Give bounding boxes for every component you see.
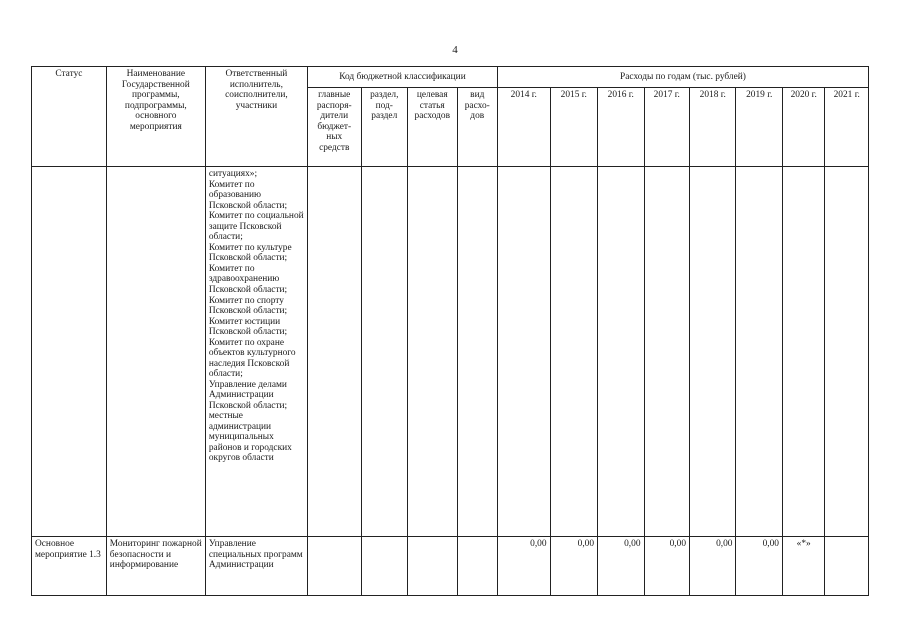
cell-empty <box>408 167 458 537</box>
col-header-year: 2018 г. <box>690 88 736 167</box>
col-header-name: Наименование Государственной программы, подпрограммы, основного мероприятия <box>106 67 205 167</box>
cell-value: 0,00 <box>736 537 782 596</box>
cell-empty <box>408 537 458 596</box>
col-header-expense-type: вид расхо-дов <box>457 88 497 167</box>
cell-value: «*» <box>782 537 824 596</box>
cell-empty <box>307 537 361 596</box>
col-header-year: 2019 г. <box>736 88 782 167</box>
cell-empty <box>457 167 497 537</box>
budget-table <box>31 66 869 596</box>
cell-empty <box>497 167 550 537</box>
cell-value: 0,00 <box>644 537 689 596</box>
cell-empty <box>598 167 644 537</box>
cell-status: Основное мероприятие 1.3 <box>32 537 107 596</box>
cell-empty <box>32 167 107 537</box>
cell-responsible: Управление специальных программ Администрации <box>205 537 307 596</box>
col-header-year: 2015 г. <box>550 88 598 167</box>
col-group-budget-code: Код бюджетной классификации <box>307 67 497 88</box>
col-header-year: 2021 г. <box>825 88 869 167</box>
cell-empty <box>361 537 407 596</box>
table-row <box>32 537 869 596</box>
col-header-main-managers: главные распоря-дители бюджет-ных средств <box>307 88 361 167</box>
col-header-status: Статус <box>32 67 107 167</box>
cell-empty <box>825 167 869 537</box>
col-header-year: 2020 г. <box>782 88 824 167</box>
cell-value <box>825 537 869 596</box>
cell-empty <box>457 537 497 596</box>
cell-value: 0,00 <box>690 537 736 596</box>
cell-empty <box>644 167 689 537</box>
cell-responsible: ситуациях»; Комитет по образованию Псковской области; Комитет по социальной защите Псковской области; Комитет по культуре Псковской области; Комитет по здравоохранению Псковской области; Комитет по спорту Псковской области; Комитет юстиции Псковской области; Комитет по охране объектов культурного наследия Псковской области; Управление делами Администрации Псковской области; местные администрации муниципальных районов и городских округов области <box>205 167 307 537</box>
cell-empty <box>106 167 205 537</box>
cell-name: Мониторинг пожарной безопасности и информирование <box>106 537 205 596</box>
cell-empty <box>736 167 782 537</box>
col-header-year: 2014 г. <box>497 88 550 167</box>
page-number: 4 <box>452 44 458 56</box>
cell-empty <box>361 167 407 537</box>
cell-value: 0,00 <box>598 537 644 596</box>
cell-empty <box>690 167 736 537</box>
col-group-expenses: Расходы по годам (тыс. рублей) <box>497 67 868 88</box>
header-row-1 <box>32 67 869 88</box>
col-header-year: 2016 г. <box>598 88 644 167</box>
cell-value: 0,00 <box>497 537 550 596</box>
cell-empty <box>307 167 361 537</box>
col-header-target-article: целевая статья расходов <box>408 88 458 167</box>
col-header-section: раздел, под-раздел <box>361 88 407 167</box>
table-row <box>32 167 869 537</box>
col-header-year: 2017 г. <box>644 88 689 167</box>
cell-value: 0,00 <box>550 537 598 596</box>
cell-empty <box>782 167 824 537</box>
cell-empty <box>550 167 598 537</box>
col-header-responsible: Ответственный исполнитель, соисполнители, участники <box>205 67 307 167</box>
